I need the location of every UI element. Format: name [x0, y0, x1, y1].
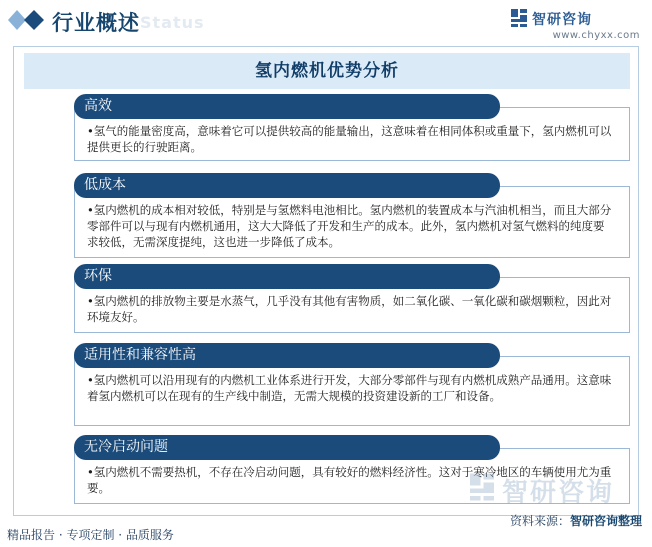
brand-url: www.chyxx.com [552, 30, 640, 41]
header-ghost-text: Status [140, 13, 205, 32]
source-note [510, 512, 642, 529]
brand-logo-icon [510, 8, 528, 28]
content-frame [13, 46, 639, 516]
watermark-logo-icon [468, 472, 496, 502]
section-text: •氢内燃机的排放物主要是水蒸气，几乎没有其他有害物质，如二氧化碳、一氧化碳和碳烟颗粒，因此对环境友好。 [87, 294, 612, 324]
title-bar [24, 53, 630, 89]
brand-name: 智研咨询 [532, 12, 592, 28]
watermark-text: 智研咨询 [502, 478, 615, 508]
section-label: 低成本 [74, 173, 500, 198]
section-text: •氢内燃机不需要热机，不存在冷启动问题，具有较好的燃料经济性。这对于寒冷地区的车辆使用尤为重要。 [87, 465, 612, 495]
source-label: 资料来源： [509, 514, 570, 528]
section-text: •氢气的能量密度高，意味着它可以提供较高的能量输出，这意味着在相同体积或重量下，氢内燃机可以提供更长的行驶距离。 [87, 124, 612, 154]
section-label: 环保 [74, 264, 500, 289]
section-text: •氢内燃机可以沿用现有的内燃机工业体系进行开发，大部分零部件与现有内燃机成熟产品通用。这意味着氢内燃机可以在现有的生产线中制造，无需大规模的投资建设新的工厂和设备。 [87, 373, 612, 403]
section-label: 高效 [74, 94, 500, 119]
section-text: •氢内燃机的成本相对较低，特别是与氢燃料电池相比。氢内燃机的装置成本与汽油机相当，而且大部分零部件可以与现有内燃机通用，这大大降低了开发和生产的成本。此外，氢内燃机对氢气燃料的纯度要求较低，无需深度提纯，这也进一步降低了成本。 [87, 203, 612, 249]
section-label: 无冷启动问题 [74, 435, 500, 460]
watermark [468, 470, 638, 506]
diamond-icon [8, 9, 48, 31]
main-title: 氢内燃机优势分析 [255, 61, 399, 81]
section-label: 适用性和兼容性高 [74, 343, 500, 368]
header [0, 0, 652, 44]
page-title: 行业概述 [52, 11, 140, 35]
source-value: 智研咨询整理 [569, 514, 642, 528]
brand [450, 6, 640, 42]
footer-slogan: 精品报告 · 专项定制 · 品质服务 [7, 528, 174, 542]
